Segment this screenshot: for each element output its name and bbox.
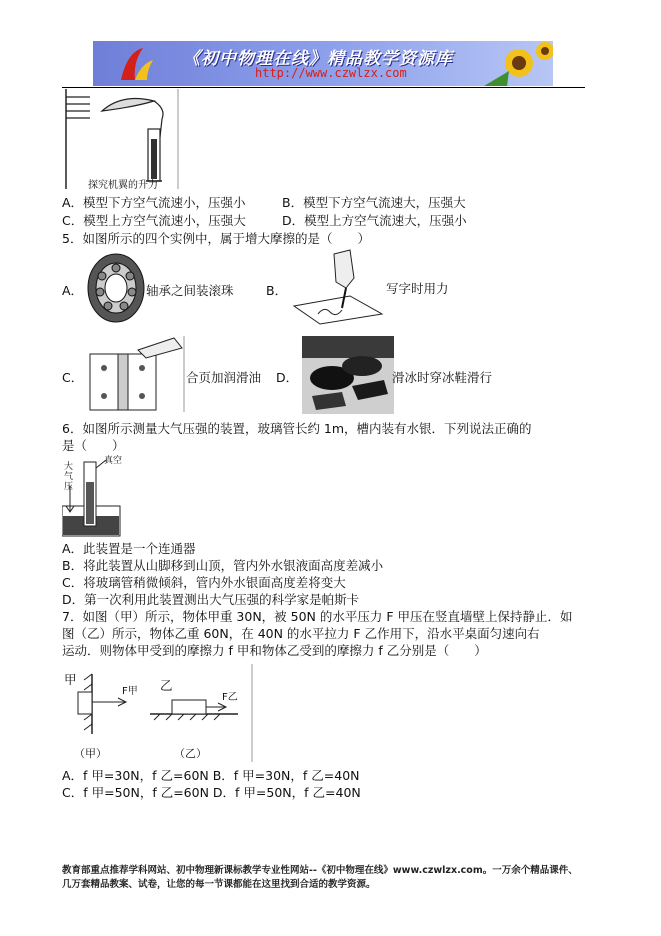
fig-jia-label: 甲	[64, 672, 77, 687]
header-rule	[62, 87, 585, 88]
q7-options-line2: C．f 甲=50N，f 乙=60N D．f 甲=50N，f 乙=40N	[62, 785, 361, 800]
footer-line2: 几万套精品教案、试卷，让您的每一节课都能在这里找到合适的教学资源。	[62, 879, 376, 890]
q5-option-a-text: 轴承之间装滚珠	[146, 283, 234, 298]
q5-option-c-text: 合页加润滑油	[186, 370, 262, 385]
fig-jia-force: F甲	[122, 686, 138, 697]
q5-option-d-text: 滑冰时穿冰鞋滑行	[392, 370, 493, 385]
site-logo	[113, 44, 157, 84]
q5-option-d-letter: D．	[276, 370, 299, 385]
ice-skating-image	[302, 336, 394, 414]
q4-option-a: A．模型下方空气流速小，压强小	[62, 195, 246, 210]
wing-lift-caption: 探究机翼的升力	[88, 180, 158, 191]
q7-options-line1: A．f 甲=30N，f 乙=60N B．f 甲=30N，f 乙=40N	[62, 768, 360, 783]
q5-stem: 5．如图所示的四个实例中，属于增大摩擦的是（ ）	[62, 231, 370, 246]
q5-option-a-letter: A．	[62, 283, 84, 298]
footer-line1: 教育部重点推荐学科网站、初中物理新课标教学专业性网站--《初中物理在线》www.czwlzx.com。一万余个精品课件、	[62, 865, 578, 876]
bearing-image	[86, 252, 146, 324]
fig-yi-caption: （乙）	[174, 747, 207, 760]
torricelli-vacuum-label: 真空	[104, 456, 123, 466]
q6-option-a: A．此装置是一个连通器	[62, 541, 196, 556]
torricelli-pressure-label-1: 大	[64, 462, 74, 472]
q6-stem-line1: 6．如图所示测量大气压强的装置，玻璃管长约 1m，槽内装有水银．下列说法正确的	[62, 421, 532, 436]
banner-url[interactable]: http://www.czwlzx.com	[255, 66, 407, 80]
q6-option-b: B．将此装置从山脚移到山顶，管内外水银液面高度差减小	[62, 558, 384, 573]
sunflower-icon	[479, 41, 553, 86]
q6-option-c: C．将玻璃管稍微倾斜，管内外水银面高度差将变大	[62, 575, 346, 590]
torricelli-pressure-label-3: 压	[64, 482, 74, 492]
q6-stem-line2: 是（ ）	[62, 438, 125, 453]
q5-option-b-text: 写字时用力	[386, 281, 449, 296]
fig-yi-force: F乙	[222, 692, 238, 703]
q4-option-b: B．模型下方空气流速大，压强大	[282, 195, 466, 210]
banner-title: 《初中物理在线》精品教学资源库	[183, 49, 453, 69]
q7-stem-line1: 7．如图（甲）所示，物体甲重 30N，被 50N 的水平压力 F 甲压在竖直墙壁上保持静止．如	[62, 609, 573, 624]
header-banner	[93, 41, 553, 86]
q4-option-c: C．模型上方空气流速小，压强大	[62, 213, 246, 228]
hinge-oil-image	[88, 336, 186, 414]
torricelli-pressure-label-2: 气	[64, 472, 74, 482]
fig-yi-label: 乙	[160, 678, 173, 693]
writing-hand-image	[290, 248, 386, 328]
fig-jia-caption: （甲）	[74, 747, 107, 760]
q7-stem-line2: 图（乙）所示，物体乙重 60N，在 40N 的水平拉力 F 乙作用下，沿水平桌面匀速向右	[62, 626, 540, 641]
q5-option-b-letter: B．	[266, 283, 288, 298]
q4-option-d: D．模型上方空气流速大，压强小	[282, 213, 467, 228]
q6-option-d: D．第一次利用此装置测出大气压强的科学家是帕斯卡	[62, 592, 360, 607]
q7-stem-line3: 运动．则物体甲受到的摩擦力 f 甲和物体乙受到的摩擦力 f 乙分别是（ ）	[62, 643, 487, 658]
q5-option-c-letter: C．	[62, 370, 84, 385]
